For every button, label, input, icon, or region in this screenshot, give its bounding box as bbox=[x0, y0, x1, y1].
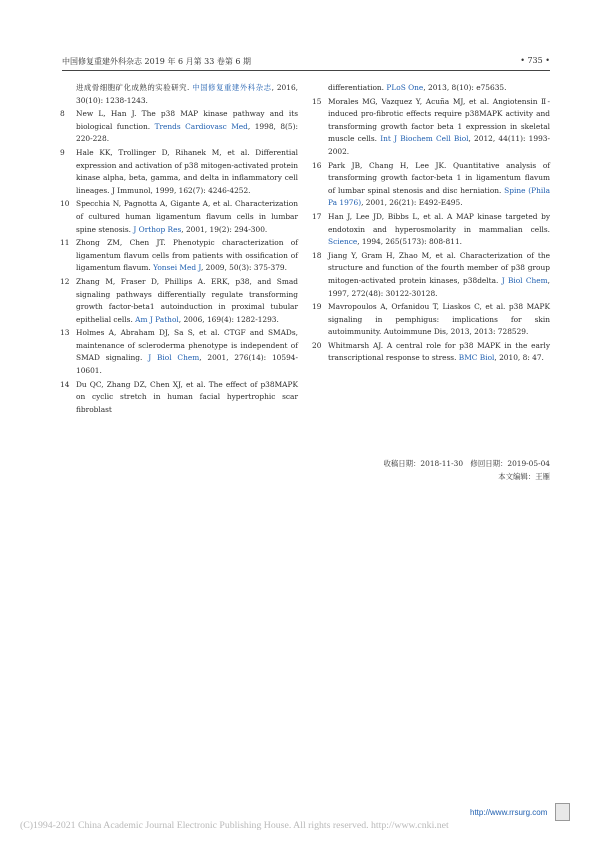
reference-link[interactable]: J Biol Chem bbox=[148, 353, 200, 363]
reference-link[interactable]: Trends Cardiovasc Med bbox=[154, 121, 248, 131]
reference-link[interactable]: 中国修复重建外科杂志 bbox=[192, 83, 272, 92]
reference-item: 8 New L, Han J. The p38 MAP kinase pathway and its biological function. Trends Cardiovasc Med, 1998, 8(5): 220-228. bbox=[60, 109, 298, 144]
reference-item: 15 Morales MG, Vazquez Y, Acuña MJ, et al. Angiotensin Ⅱ-induced pro-fibrotic effects require p38MAPK activity and transforming growth factor beta 1 expression in skeletal muscle cells. Int J Biochem Cell Biol, 2012, 44(11): 1993-2002. bbox=[312, 96, 550, 156]
editor-credit: 本文编辑：王雁 bbox=[498, 471, 550, 481]
reference-item: 16 Park JB, Chang H, Lee JK. Quantitative analysis of transforming growth factor-beta 1 in ligamentum flavum of lumbar spinal stenosis and disc herniation. Spine (Phila Pa 1976), 2001, 26(21): E492-E495. bbox=[312, 160, 550, 208]
reference-item: 19 Mavropoulos A, Orfanidou T, Liaskos C, et al. p38 MAPK signaling in pemphigus: implications for skin autoimmunity. Autoimmune Dis, 2013, 2013: 728529. bbox=[312, 302, 550, 337]
header-rule bbox=[62, 70, 550, 71]
reference-item: 13 Holmes A, Abraham DJ, Sa S, et al. CTGF and SMADs, maintenance of scleroderma phenotype is independent of SMAD signaling. J Biol Chem, 2001, 276(14): 10594-10601. bbox=[60, 328, 298, 376]
copyright-footer: (C)1994-2021 China Academic Journal Electronic Publishing House. All rights reserved. http://www.cnki.net bbox=[20, 820, 449, 831]
journal-title: 中国修复重建外科杂志 2019 年 6 月第 33 卷第 6 期 bbox=[62, 57, 252, 66]
running-header bbox=[62, 56, 550, 70]
reference-link[interactable]: Science bbox=[328, 237, 358, 247]
page-number: • 735 • bbox=[520, 56, 550, 65]
reference-link[interactable]: BMC Biol bbox=[458, 353, 495, 363]
reference-item: 17 Han J, Lee JD, Bibbs L, et al. A MAP kinase targeted by endotoxin and hyperosmolarity in mammalian cells. Science, 1994, 265(5173): 808-811. bbox=[312, 211, 550, 247]
reference-link[interactable]: Spine (Phila Pa 1976) bbox=[328, 185, 550, 208]
reference-item: 进成骨细胞矿化成熟的实验研究. 中国修复重建外科杂志, 2016, 30(10): 1238-1243. bbox=[76, 83, 298, 105]
reference-item: 9 Hale KK, Trollinger D, Rihanek M, et al. Differential expression and activation of p38 mitogen-activated protein kinase alpha, beta, gamma, and delta in inflammatory cell lineages. J Immunol, 1999, 162(7): 4246-4252. bbox=[60, 147, 298, 195]
received-revised-dates: 收稿日期：2018-11-30 修回日期：2019-05-04 bbox=[383, 459, 550, 468]
reference-link[interactable]: PLoS One bbox=[386, 83, 424, 92]
reference-link[interactable]: J Biol Chem bbox=[501, 275, 548, 285]
journal-website-link[interactable]: http://www.rrsurg.com bbox=[470, 808, 548, 817]
reference-item: 11 Zhong ZM, Chen JT. Phenotypic characterization of ligamentum flavum cells from patients with ossification of ligamentum flavum. Yonsei Med J, 2009, 50(3): 375-379. bbox=[60, 238, 298, 273]
reference-item: 18 Jiang Y, Gram H, Zhao M, et al. Characterization of the structure and function of the fourth member of p38 group mitogen-activated protein kinases, p38delta. J Biol Chem, 1997, 272(48): 30122-30128. bbox=[312, 250, 550, 298]
journal-logo-icon bbox=[555, 803, 570, 821]
reference-link[interactable]: Am J Pathol bbox=[135, 314, 179, 324]
references-left-column bbox=[60, 82, 298, 417]
references-right-column bbox=[312, 82, 550, 366]
reference-item: 20 Whitmarsh AJ. A central role for p38 MAPK in the early transcriptional response to stress. BMC Biol, 2010, 8: 47. bbox=[312, 340, 550, 363]
reference-item: 14 Du QC, Zhang DZ, Chen XJ, et al. The effect of p38MAPK on cyclic stretch in human facial hypertrophic scar fibroblast bbox=[60, 379, 298, 414]
reference-item: differentiation. PLoS One, 2013, 8(10): e75635. bbox=[328, 83, 507, 92]
reference-item: 10 Specchia N, Pagnotta A, Gigante A, et al. Characterization of cultured human ligamentum flavum cells in lumbar spine stenosis. J Orthop Res, 2001, 19(2): 294-300. bbox=[60, 199, 298, 234]
reference-item: 12 Zhang M, Fraser D, Phillips A. ERK, p38, and Smad signaling pathways differentially regulate transforming growth factor-beta1 autoinduction in proximal tubular epithelial cells. Am J Pathol, 2006, 169(4): 1282-1293. bbox=[60, 276, 298, 324]
reference-link[interactable]: J Orthop Res bbox=[133, 224, 182, 234]
reference-link[interactable]: Int J Biochem Cell Biol bbox=[380, 134, 469, 144]
reference-link[interactable]: Yonsei Med J bbox=[153, 263, 201, 273]
article-dates bbox=[383, 458, 550, 483]
